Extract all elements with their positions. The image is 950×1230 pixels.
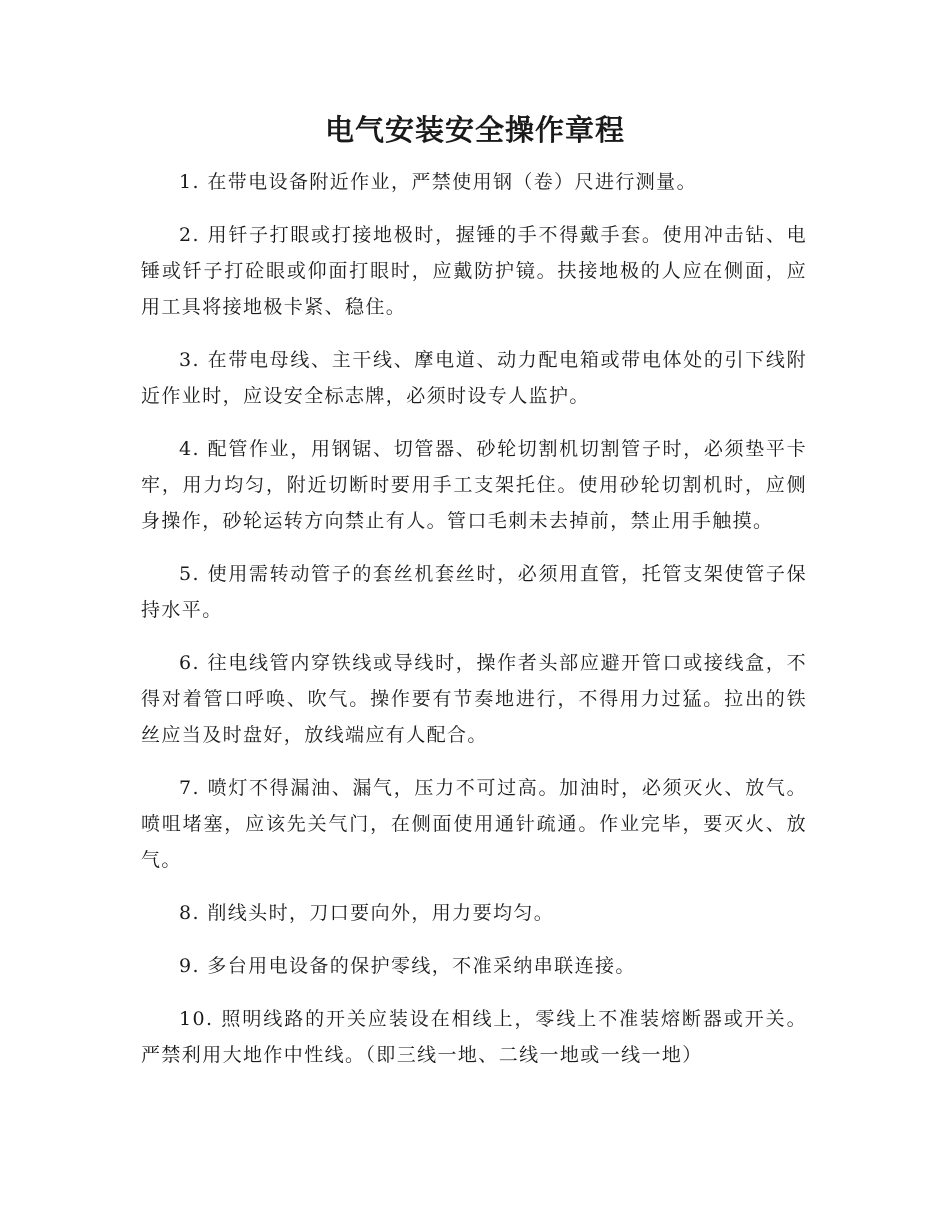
paragraph-10: 10. 照明线路的开关应装设在相线上，零线上不准装熔断器或开关。严禁利用大地作中性线。（即三线一地、二线一地或一线一地） — [141, 1008, 807, 1066]
document-title: 电气安装安全操作章程 — [324, 113, 625, 147]
paragraph-7: 7. 喷灯不得漏油、漏气，压力不可过高。加油时，必须灭火、放气。喷咀堵塞，应该先关气门，在侧面使用通针疏通。作业完毕，要灭火、放气。 — [141, 777, 807, 871]
paragraph-4: 4. 配管作业，用钢锯、切管器、砂轮切割机切割管子时，必须垫平卡牢，用力均匀，附近切断时要用手工支架托住。使用砂轮切割机时，应侧身操作，砂轮运转方向禁止有人。管口毛刺未去掉前，禁止用手触摸。 — [141, 438, 807, 532]
paragraph-5: 5. 使用需转动管子的套丝机套丝时，必须用直管，托管支架使管子保持水平。 — [141, 563, 807, 621]
document-body — [141, 164, 807, 1090]
paragraph-2: 2. 用钎子打眼或打接地极时，握锤的手不得戴手套。使用冲击钻、电锤或钎子打砼眼或仰面打眼时，应戴防护镜。扶接地极的人应在侧面，应用工具将接地极卡紧、稳住。 — [141, 224, 807, 318]
paragraph-9: 9. 多台用电设备的保护零线，不准采纳串联连接。 — [179, 955, 636, 977]
paragraph-3: 3. 在带电母线、主干线、摩电道、动力配电箱或带电体处的引下线附近作业时，应设安全标志牌，必须时设专人监护。 — [141, 349, 807, 407]
paragraph-1: 1. 在带电设备附近作业，严禁使用钢（卷）尺进行测量。 — [179, 171, 697, 193]
paragraph-6: 6. 往电线管内穿铁线或导线时，操作者头部应避开管口或接线盒，不得对着管口呼唤、吹气。操作要有节奏地进行，不得用力过猛。拉出的铁丝应当及时盘好，放线端应有人配合。 — [141, 652, 807, 746]
paragraph-8: 8. 削线头时，刀口要向外，用力要均匀。 — [179, 902, 555, 924]
